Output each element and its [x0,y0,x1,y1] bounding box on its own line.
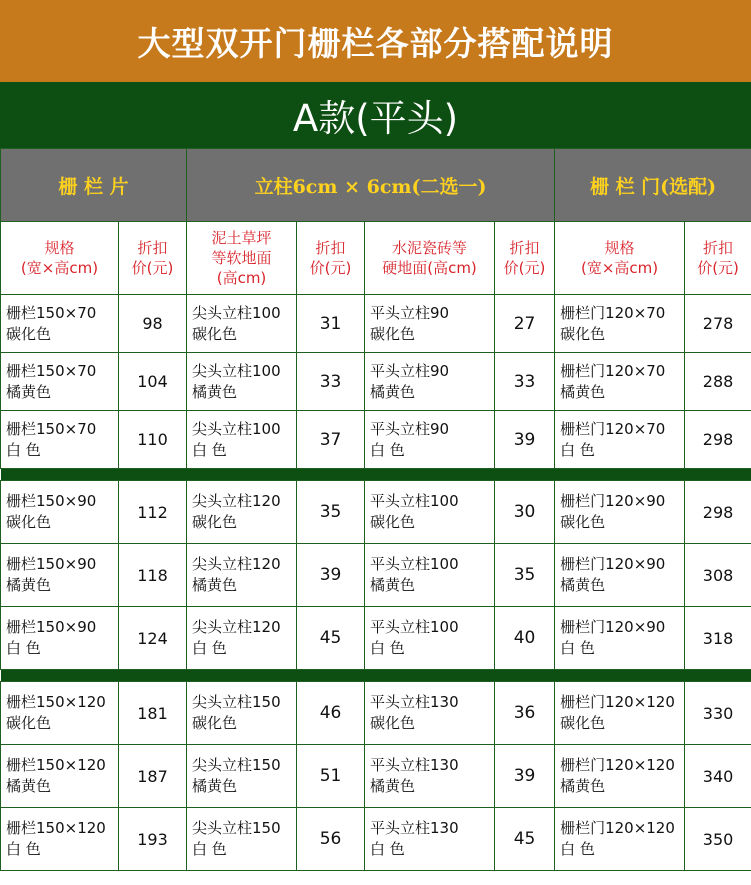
col-cement-price: 折扣 价(元) [495,222,555,295]
fence-spec-cell: 栅栏150×120 橘黄色 [1,745,119,808]
cement-post-cell: 平头立柱130 白 色 [365,808,495,871]
table-row [1,544,751,607]
col-fence-price: 折扣 价(元) [119,222,187,295]
table-row [1,353,751,411]
gate-spec-cell: 栅栏门120×70 橘黄色 [555,353,685,411]
gate-price-cell: 340 [685,745,751,808]
col-gate-price: 折扣 价(元) [685,222,751,295]
cement-price-cell: 30 [495,481,555,544]
soil-price-cell: 45 [297,607,365,670]
soil-price-cell: 39 [297,544,365,607]
soil-post-cell: 尖头立柱100 碳化色 [187,295,297,353]
price-table [0,148,751,871]
cement-price-cell: 33 [495,353,555,411]
model-subtitle: A款(平头) [292,97,459,140]
cement-price-cell: 39 [495,745,555,808]
gate-spec-cell: 栅栏门120×90 白 色 [555,607,685,670]
cement-post-cell: 平头立柱100 白 色 [365,607,495,670]
table-row [1,411,751,469]
table-row [1,481,751,544]
gate-price-cell: 278 [685,295,751,353]
fence-spec-cell: 栅栏150×90 白 色 [1,607,119,670]
group-header-row [1,149,751,222]
bottom-margin [0,880,751,885]
soil-post-cell: 尖头立柱150 白 色 [187,808,297,871]
fence-spec-cell: 栅栏150×70 碳化色 [1,295,119,353]
subtitle-banner [0,82,751,148]
fence-price-cell: 112 [119,481,187,544]
soil-price-cell: 46 [297,682,365,745]
fence-price-cell: 193 [119,808,187,871]
col-fence-spec: 规格 (宽×高cm) [1,222,119,295]
gate-spec-cell: 栅栏门120×120 橘黄色 [555,745,685,808]
fence-price-cell: 98 [119,295,187,353]
column-header-row [1,222,751,295]
group-separator [1,469,751,481]
cement-post-cell: 平头立柱90 碳化色 [365,295,495,353]
soil-price-cell: 31 [297,295,365,353]
soil-post-cell: 尖头立柱150 橘黄色 [187,745,297,808]
gate-spec-cell: 栅栏门120×90 橘黄色 [555,544,685,607]
col-soil-price: 折扣 价(元) [297,222,365,295]
fence-spec-cell: 栅栏150×120 白 色 [1,808,119,871]
soil-price-cell: 33 [297,353,365,411]
table-row [1,682,751,745]
cement-post-cell: 平头立柱100 碳化色 [365,481,495,544]
fence-spec-cell: 栅栏150×70 橘黄色 [1,353,119,411]
table-row [1,808,751,871]
gate-price-cell: 298 [685,411,751,469]
fence-price-cell: 118 [119,544,187,607]
table-row [1,295,751,353]
fence-price-cell: 187 [119,745,187,808]
gate-price-cell: 298 [685,481,751,544]
col-cement-post: 水泥瓷砖等 硬地面(高cm) [365,222,495,295]
soil-price-cell: 56 [297,808,365,871]
gate-spec-cell: 栅栏门120×90 碳化色 [555,481,685,544]
cement-post-cell: 平头立柱130 橘黄色 [365,745,495,808]
gate-price-cell: 330 [685,682,751,745]
soil-price-cell: 35 [297,481,365,544]
soil-post-cell: 尖头立柱120 橘黄色 [187,544,297,607]
cement-price-cell: 45 [495,808,555,871]
cement-post-cell: 平头立柱90 白 色 [365,411,495,469]
soil-post-cell: 尖头立柱120 碳化色 [187,481,297,544]
gate-spec-cell: 栅栏门120×70 白 色 [555,411,685,469]
cement-price-cell: 27 [495,295,555,353]
group-separator [1,670,751,682]
cement-price-cell: 39 [495,411,555,469]
fence-price-cell: 124 [119,607,187,670]
group-post-header: 立柱6cm × 6cm(二选一) [187,149,555,222]
col-soil-post: 泥土草坪 等软地面 (高cm) [187,222,297,295]
gate-spec-cell: 栅栏门120×70 碳化色 [555,295,685,353]
fence-price-cell: 104 [119,353,187,411]
separator-band [1,670,751,682]
table-row [1,745,751,808]
fence-price-cell: 110 [119,411,187,469]
gate-price-cell: 288 [685,353,751,411]
fence-spec-cell: 栅栏150×90 碳化色 [1,481,119,544]
soil-post-cell: 尖头立柱100 橘黄色 [187,353,297,411]
soil-post-cell: 尖头立柱150 碳化色 [187,682,297,745]
page-title: 大型双开门栅栏各部分搭配说明 [137,23,614,63]
soil-post-cell: 尖头立柱100 白 色 [187,411,297,469]
fence-spec-cell: 栅栏150×90 橘黄色 [1,544,119,607]
soil-price-cell: 37 [297,411,365,469]
gate-spec-cell: 栅栏门120×120 白 色 [555,808,685,871]
gate-price-cell: 318 [685,607,751,670]
title-banner [0,0,751,82]
cement-price-cell: 35 [495,544,555,607]
gate-spec-cell: 栅栏门120×120 碳化色 [555,682,685,745]
gate-price-cell: 350 [685,808,751,871]
fence-spec-cell: 栅栏150×120 碳化色 [1,682,119,745]
soil-price-cell: 51 [297,745,365,808]
col-gate-spec: 规格 (宽×高cm) [555,222,685,295]
table-row [1,607,751,670]
group-fence-header: 栅 栏 片 [1,149,187,222]
cement-post-cell: 平头立柱130 碳化色 [365,682,495,745]
cement-price-cell: 40 [495,607,555,670]
soil-post-cell: 尖头立柱120 白 色 [187,607,297,670]
fence-spec-cell: 栅栏150×70 白 色 [1,411,119,469]
cement-price-cell: 36 [495,682,555,745]
separator-band [1,469,751,481]
gate-price-cell: 308 [685,544,751,607]
cement-post-cell: 平头立柱90 橘黄色 [365,353,495,411]
fence-price-cell: 181 [119,682,187,745]
cement-post-cell: 平头立柱100 橘黄色 [365,544,495,607]
group-gate-header: 栅 栏 门(选配) [555,149,751,222]
